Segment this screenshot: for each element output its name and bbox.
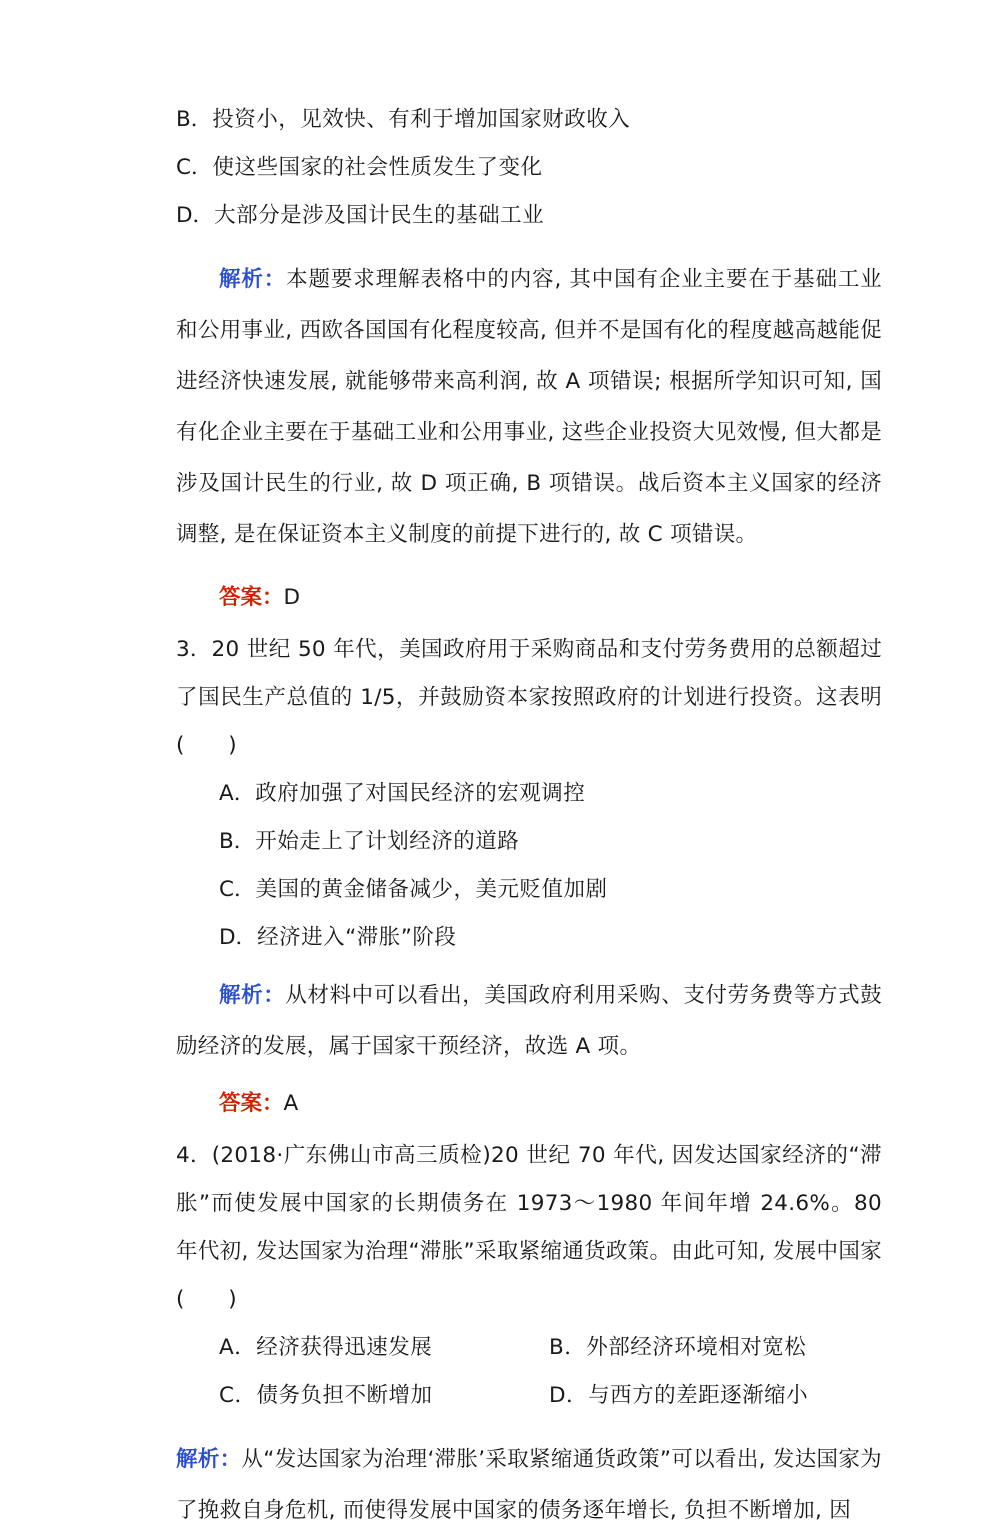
question-text: (2018·广东佛山市高三质检)20 世纪 70 年代, 因发达国家经济的“滞胀”而使发展中国家的长期债务在 1973～1980 年间年增 24.6%。80 年代初, 发达国家为治理“滞胀”采取紧缩通货政策。由此可知, 发展中国家( ) (176, 1143, 882, 1312)
answer-text: D (283, 585, 301, 610)
analysis-text: 从材料中可以看出，美国政府利用采购、支付劳务费等方式鼓励经济的发展，属于国家干预经济，故选 A 项。 (176, 983, 883, 1059)
option-label: C． (219, 877, 256, 902)
option-text: 政府加强了对国民经济的宏观调控 (255, 781, 586, 806)
option-label: D． (549, 1383, 589, 1408)
option-line (219, 1372, 549, 1420)
option-text: 美国的黄金储备减少，美元贬值加剧 (255, 877, 608, 902)
option-text: 开始走上了计划经济的道路 (255, 829, 520, 854)
question-number: 4． (176, 1143, 212, 1168)
option-row (176, 1324, 882, 1372)
analysis-tag: 解析： (219, 983, 286, 1008)
question-stem (176, 1132, 882, 1324)
analysis-paragraph (176, 970, 882, 1072)
question-text: 20 世纪 50 年代，美国政府用于采购商品和支付劳务费用的总额超过了国民生产总值的 1/5，并鼓励资本家按照政府的计划进行投资。这表明( ) (176, 637, 882, 758)
analysis-text: 从“发达国家为治理‘滞胀’采取紧缩通货政策”可以看出, 发达国家为了挽救自身危机, 而使得发展中国家的债务逐年增长, 负担不断增加, 因 (176, 1447, 882, 1523)
option-text: 外部经济环境相对宽松 (586, 1335, 807, 1360)
option-line (176, 914, 882, 962)
option-label: C． (176, 155, 213, 180)
option-line (549, 1372, 882, 1420)
option-text: 经济进入“滞胀”阶段 (257, 925, 457, 950)
option-line (176, 192, 882, 240)
answer-tag: 答案： (219, 1091, 284, 1116)
analysis-tag: 解析： (176, 1447, 242, 1472)
option-line (176, 144, 882, 192)
option-line (176, 96, 882, 144)
option-label: D． (219, 925, 258, 950)
option-label: D． (176, 203, 215, 228)
option-text: 投资小，见效快、有利于增加国家财政收入 (212, 107, 631, 132)
analysis-paragraph (176, 1434, 882, 1536)
question-number: 3． (176, 637, 212, 662)
option-label: B． (176, 107, 213, 132)
option-line (176, 770, 882, 818)
option-label: A． (219, 1335, 257, 1360)
analysis-tag: 解析： (219, 267, 287, 292)
question-stem (176, 626, 882, 770)
option-label: A． (219, 781, 256, 806)
option-text: 与西方的差距逐渐缩小 (588, 1383, 809, 1408)
option-line (549, 1324, 882, 1372)
option-line (176, 818, 882, 866)
option-row (176, 1372, 882, 1420)
answer-line (176, 574, 882, 622)
option-text: 债务负担不断增加 (256, 1383, 433, 1408)
answer-line (176, 1080, 882, 1128)
option-text: 大部分是涉及国计民生的基础工业 (214, 203, 545, 228)
option-label: B． (549, 1335, 587, 1360)
option-text: 使这些国家的社会性质发生了变化 (212, 155, 543, 180)
option-label: B． (219, 829, 256, 854)
option-line (176, 866, 882, 914)
answer-tag: 答案： (219, 585, 284, 610)
analysis-text: 本题要求理解表格中的内容, 其中国有企业主要在于基础工业和公用事业, 西欧各国国有化程度较高, 但并不是国有化的程度越高越能促进经济快速发展, 就能够带来高利润, 故 A 项错误; 根据所学知识可知, 国有化企业主要在于基础工业和公用事业, 这些企业投资大见效慢, 但大都是涉及国计民生的行业, 故 D 项正确, B 项错误。战后资本主义国家的经济调整, 是在保证资本主义制度的前提下进行的, 故 C 项错误。 (176, 267, 882, 547)
option-text: 经济获得迅速发展 (256, 1335, 433, 1360)
option-label: C． (219, 1383, 257, 1408)
answer-text: A (283, 1091, 299, 1116)
analysis-paragraph (176, 254, 882, 560)
option-line (219, 1324, 549, 1372)
